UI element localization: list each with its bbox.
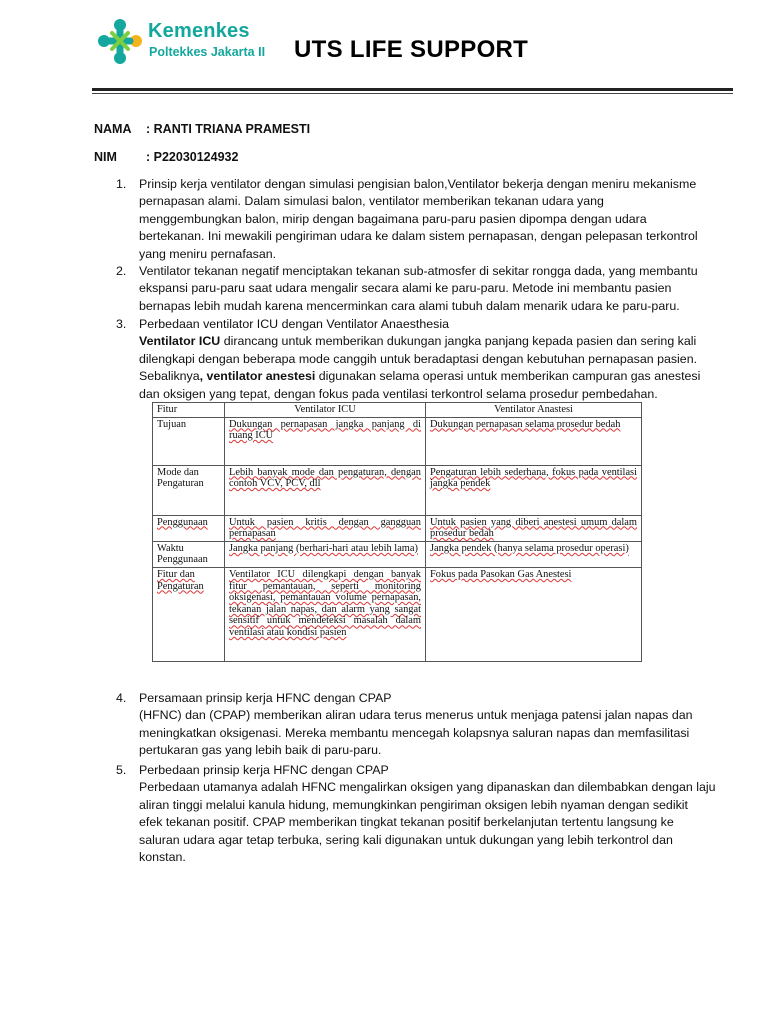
item-text: Sebaliknya (139, 369, 200, 384)
item-text-line: Perbedaan utamanya adalah HFNC mengalirkan oksigen yang dipanaskan dan dilembabkan dengan laju (139, 780, 716, 795)
item-text-line: saluran udara agar tetap terbuka, sering kali digunakan untuk dukungan yang lebih terkontrol dan (139, 832, 673, 847)
table-cell: Dukungan pernapasan jangka panjang di ruang ICU (225, 417, 426, 465)
table-cell: Mode dan Pengaturan (153, 465, 225, 515)
kemenkes-logo-icon (94, 18, 146, 66)
item-text-line: yang meniru pernafasan. (139, 246, 277, 261)
item-text-line: Perbedaan ventilator ICU dengan Ventilator Anaesthesia (139, 317, 449, 331)
table-cell: Pengaturan lebih sederhana, fokus pada ventilasi jangka pendek (426, 465, 642, 515)
document-title: UTS LIFE SUPPORT (294, 36, 529, 63)
item-text-line (139, 368, 737, 385)
item-text-line: Perbedaan prinsip kerja HFNC dengan CPAP (139, 763, 389, 777)
table-row (153, 567, 642, 661)
item-text-line: konstan. (139, 850, 186, 865)
document-header (94, 16, 734, 80)
item-text-line: dilengkapi dengan beberapa mode canggih untuk beradaptasi dengan kebutuhan pernapasan pasien. (139, 351, 698, 366)
item-number: 4. (116, 691, 127, 705)
item-text-line: meningkatkan oksigenasi. Mereka membantu mencegah kolapsnya saluran napas dan memfasilitasi (139, 725, 690, 740)
table-cell: Waktu Penggunaan (153, 541, 225, 567)
nim-label: NIM (94, 150, 117, 164)
table-row (153, 417, 642, 465)
table-cell: Jangka pendek (hanya selama prosedur operasi) (426, 541, 642, 567)
item-text-line: bernapas lebih mudah karena mencerminkan cara alami tubuh dalam menarik udara ke paru-paru. (139, 298, 680, 313)
item-text-line: Persamaan prinsip kerja HFNC dengan CPAP (139, 691, 392, 705)
item-text-line: menggembungkan balon, mirip dengan bagaimana paru-paru pasien dipompa dengan udara (139, 211, 647, 226)
name-value: : RANTI TRIANA PRAMESTI (146, 122, 311, 136)
item-text-line: dan oksigen yang tepat, dengan fokus pada ventilasi terkontrol selama prosedur pembedahan. (139, 386, 658, 401)
table-cell: Ventilator ICU dilengkapi dengan banyak fitur pemantauan, seperti monitoring oksigenasi, pemantauan volume pernapasan, tekanan jalan napas, dan alarm yang sangat sensitif untuk mendeteksi masalah dalam ventilasi atau kondisi pasien (225, 567, 426, 661)
student-nim-row (94, 150, 238, 164)
table-cell: Jangka panjang (berhari-hari atau lebih lama) (225, 541, 426, 567)
item-number: 2. (116, 264, 127, 278)
item-text-line: Prinsip kerja ventilator dengan simulasi pengisian balon,Ventilator bekerja dengan meniru mekanisme (139, 177, 697, 191)
table-cell: Lebih banyak mode dan pengaturan, dengan contoh VCV, PCV, dll (225, 465, 426, 515)
nim-value: : P22030124932 (146, 150, 239, 164)
item-text: digunakan selama operasi untuk memberikan campuran gas anestesi (315, 369, 701, 384)
header-divider (92, 88, 733, 91)
table-cell: Dukungan pernapasan selama prosedur bedah (426, 417, 642, 465)
item-text-line (139, 333, 737, 350)
item-text-line: aliran tinggi melalui kanula hidung, memungkinkan pengiriman oksigen lebih nyaman dengan sedikit (139, 797, 688, 812)
item-text-line: Ventilator tekanan negatif menciptakan tekanan sub-atmosfer di sekitar rongga dada, yang membantu (139, 264, 698, 278)
item-number: 5. (116, 763, 127, 777)
name-label: NAMA (94, 122, 132, 136)
table-cell: Fokus pada Pasokan Gas Anestesi (426, 567, 642, 661)
brand-subtitle: Poltekkes Jakarta II (149, 45, 266, 59)
item-number: 3. (116, 317, 127, 331)
item-text-line: pernapasan alami. Dalam simulasi balon, ventilator memberikan tekanan udara yang (139, 194, 604, 209)
table-cell: Untuk pasien kritis dengan gangguan pernapasan (225, 515, 426, 541)
item-text-line: (HFNC) dan (CPAP) memberikan aliran udara terus menerus untuk menjaga patensi jalan napas dan (139, 708, 693, 723)
brand-name: Kemenkes (148, 20, 250, 42)
table-header-row (153, 403, 642, 418)
table-header: Ventilator ICU (225, 403, 426, 418)
table-cell: Penggunaan (153, 515, 225, 541)
item-text-line: pertukaran gas yang lebih baik di paru-paru. (139, 743, 382, 758)
table-row (153, 465, 642, 515)
bold-term: Ventilator ICU (139, 334, 221, 349)
comparison-table (152, 402, 642, 662)
table-row (153, 515, 642, 541)
item-text-line: bertekanan. Ini mewakili pengiriman udara ke dalam sistem pernapasan, dengan pelepasan terkontrol (139, 229, 698, 244)
item-number: 1. (116, 177, 127, 191)
item-text-line: ekspansi paru-paru saat udara mengalir secara alami ke paru-paru. Metode ini membantu pasien (139, 281, 672, 296)
student-name-row (94, 122, 310, 136)
table-header: Ventilator Anastesi (426, 403, 642, 418)
table-cell: Fitur dan Pengaturan (153, 567, 225, 661)
item-text: dirancang untuk memberikan dukungan jangka panjang kepada pasien dan sering kali (220, 334, 697, 349)
header-divider-thin (92, 93, 733, 94)
table-row (153, 541, 642, 567)
bold-term: , ventilator anestesi (199, 369, 316, 384)
table-header: Fitur (153, 403, 225, 418)
item-text-line: efek tekanan positif. CPAP memberikan tingkat tekanan positif berkelanjutan tertentu langsung ke (139, 815, 674, 830)
table-cell: Tujuan (153, 417, 225, 465)
table-cell: Untuk pasien yang diberi anestesi umum dalam prosedur bedah (426, 515, 642, 541)
